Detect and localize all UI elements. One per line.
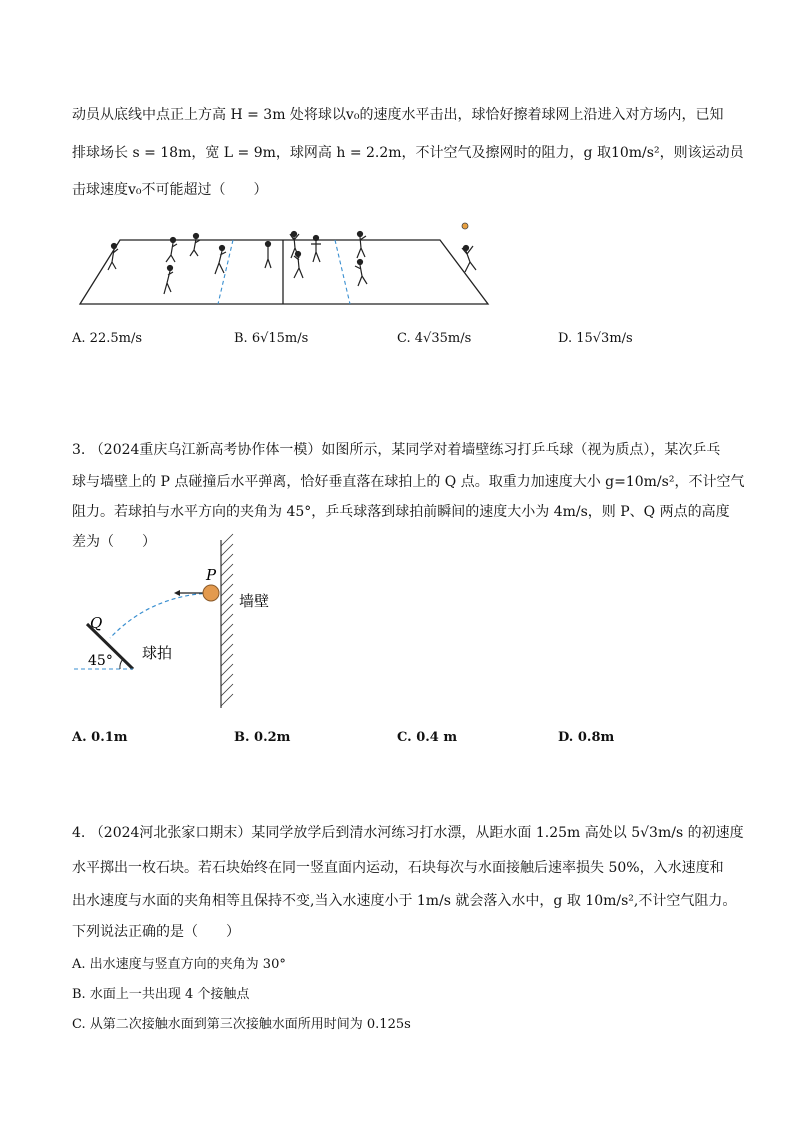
q4-line-1: 4. （2024河北张家口期末）某同学放学后到清水河练习打水漂，从距水面 1.25m 高处以 5√3m/s 的初速度: [72, 825, 744, 841]
q2-line-2: 排球场长 s = 18m，宽 L = 9m，球网高 h = 2.2m，不计空气及擦网时的阻力，g 取10m/s²，则该运动员: [72, 145, 744, 161]
q4-line-4: 下列说法正确的是（ ）: [72, 924, 240, 940]
q3-line-2: 球与墙壁上的 P 点碰撞后水平弹离，恰好垂直落在球拍上的 Q 点。取重力加速度大小 g=10m/s²，不计空气: [72, 474, 745, 490]
trajectory: [110, 593, 210, 638]
q4-line-2: 水平掷出一枚石块。若石块始终在同一竖直面内运动，石块每次与水面接触后速率损失 50%，入水速度和: [72, 860, 724, 876]
wall-hatching: [221, 534, 233, 708]
player-figure: [355, 260, 367, 287]
angle-label: 45°: [88, 653, 113, 669]
q2-option-c: C. 4√35m/s: [397, 331, 472, 346]
court-outline: [80, 240, 488, 304]
q4-option-c: C. 从第二次接触水面到第三次接触水面所用时间为 0.125s: [72, 1017, 411, 1032]
q2-option-a: A. 22.5m/s: [72, 331, 142, 346]
q3-option-d: D. 0.8m: [558, 730, 615, 745]
wall-label: 墙壁: [239, 592, 270, 610]
player-figure: [357, 232, 366, 259]
q3-option-b: B. 0.2m: [234, 730, 291, 745]
q3-option-c: C. 0.4 m: [397, 730, 458, 745]
q3-line-4: 差为（ ）: [72, 534, 156, 550]
volleyball-court-figure: [78, 222, 490, 306]
player-figure: [294, 252, 303, 279]
player-figure: [164, 266, 173, 295]
player-figure: [265, 242, 271, 269]
q3-option-a: A. 0.1m: [72, 730, 128, 745]
players: [108, 232, 476, 295]
paddle-label: 球拍: [142, 644, 173, 662]
p-label: P: [206, 566, 217, 584]
player-figure: [215, 246, 226, 275]
pingpong-ball: [203, 585, 219, 601]
volleyball: [462, 223, 468, 229]
q3-line-1: 3. （2024重庆乌江新高考协作体一模）如图所示，某同学对着墙壁练习打乒乓球（视为质点），某次乒乓: [72, 442, 721, 458]
player-figure: [462, 246, 476, 273]
q2-option-b: B. 6√15m/s: [234, 331, 309, 346]
q-label: Q: [90, 614, 103, 632]
q2-line-1: 动员从底线中点正上方高 H = 3m 处将球以v₀的速度水平击出，球恰好擦着球网上沿进入对方场内，已知: [72, 107, 724, 123]
attack-line-right: [335, 240, 350, 304]
q4-line-3: 出水速度与水面的夹角相等且保持不变,当入水速度小于 1m/s 就会落入水中，g 取 10m/s²,不计空气阻力。: [72, 893, 737, 909]
player-figure: [190, 234, 200, 257]
q4-option-a: A. 出水速度与竖直方向的夹角为 30°: [72, 957, 286, 972]
pingpong-wall-figure: [70, 538, 290, 713]
q3-line-3: 阻力。若球拍与水平方向的夹角为 45°，乒乓球落到球拍前瞬间的速度大小为 4m/s，则 P、Q 两点的高度: [72, 504, 730, 520]
q4-option-b: B. 水面上一共出现 4 个接触点: [72, 987, 250, 1002]
q2-line-3: 击球速度v₀不可能超过（ ）: [72, 182, 268, 198]
player-figure: [166, 238, 177, 263]
q2-option-d: D. 15√3m/s: [558, 331, 633, 346]
